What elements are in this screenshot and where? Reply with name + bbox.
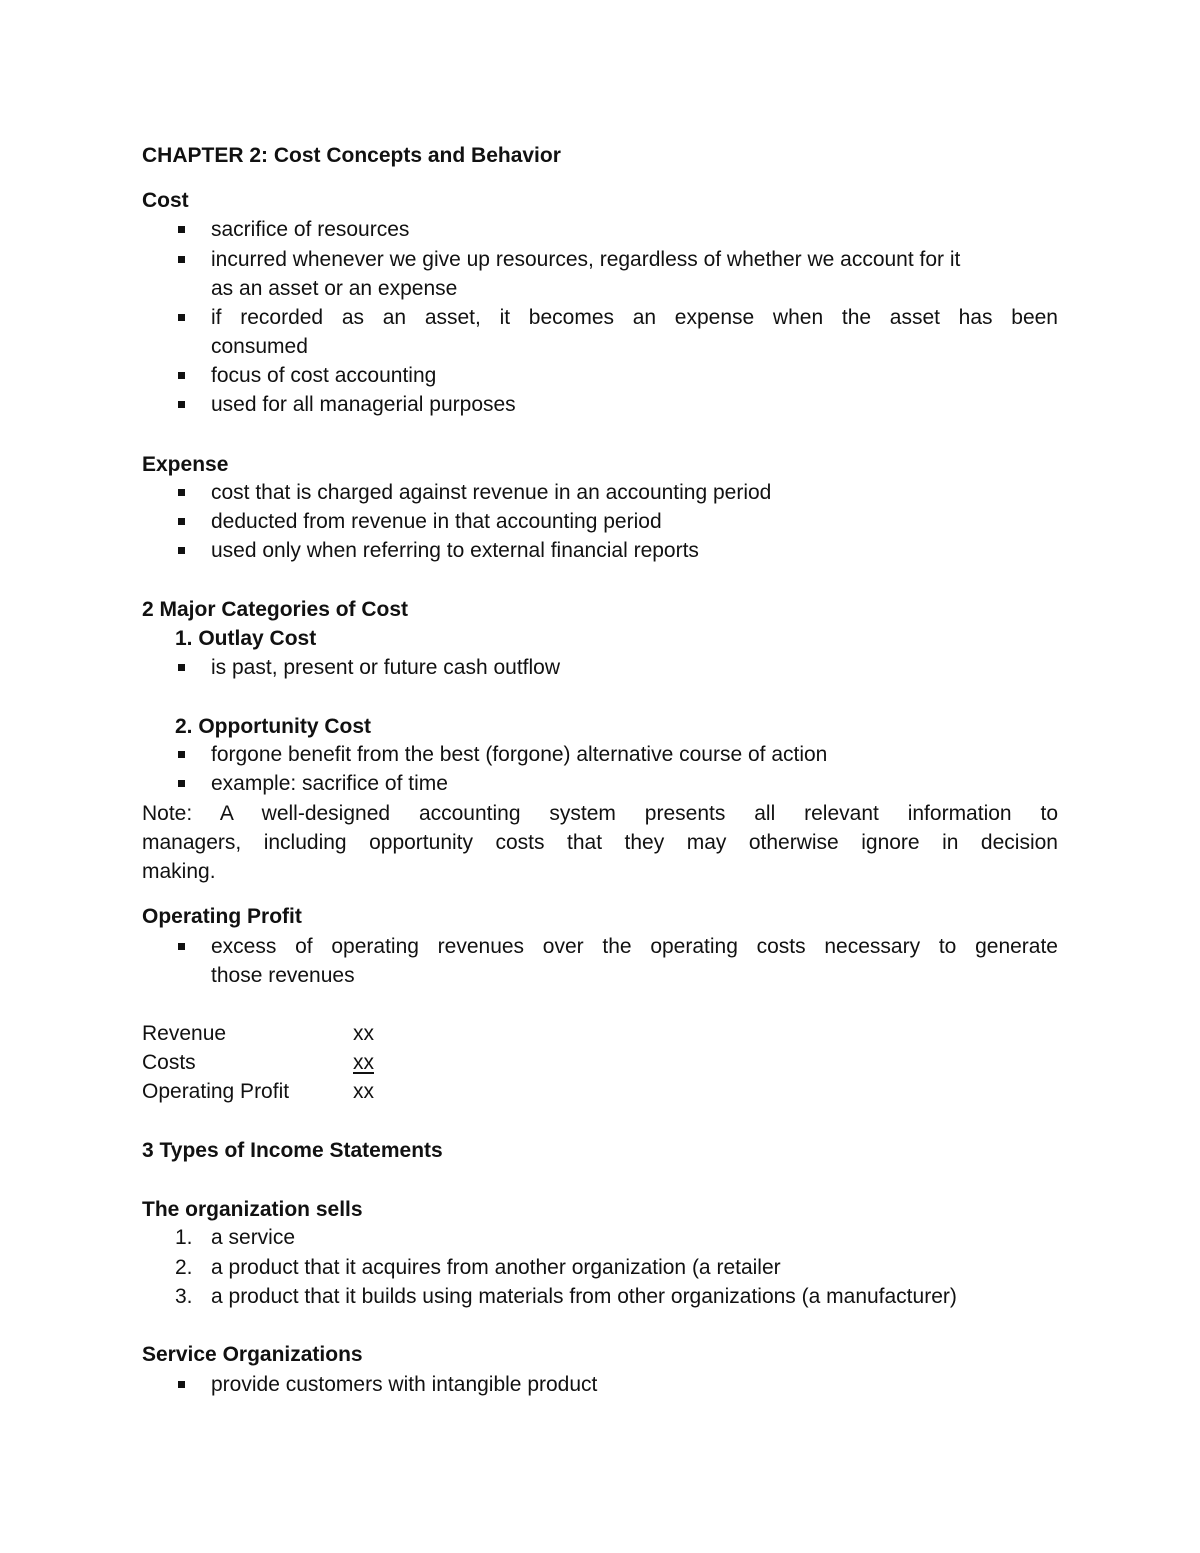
list-item: used for all managerial purposes	[211, 393, 516, 416]
sells-heading: The organization sells	[142, 1198, 363, 1221]
list-item: sacrifice of resources	[211, 218, 410, 241]
expense-heading: Expense	[142, 453, 229, 476]
list-number: 1.	[175, 1226, 193, 1249]
note-line: Note: A well-designed accounting system presents all relevant information to	[142, 802, 1058, 825]
table-label: Costs	[142, 1051, 196, 1074]
list-number: 3.	[175, 1285, 193, 1308]
bullet-icon	[178, 256, 185, 263]
operating-profit-heading: Operating Profit	[142, 905, 302, 928]
list-item: a product that it builds using materials from other organizations (a manufacturer)	[211, 1285, 957, 1308]
list-item: provide customers with intangible product	[211, 1373, 598, 1396]
bullet-icon	[178, 372, 185, 379]
bullet-icon	[178, 401, 185, 408]
list-item: example: sacrifice of time	[211, 772, 448, 795]
list-item: those revenues	[211, 964, 355, 987]
list-item: if recorded as an asset, it becomes an expense when the asset has been	[211, 306, 1058, 329]
outlay-cost-heading: 1. Outlay Cost	[175, 627, 317, 650]
service-organizations-heading: Service Organizations	[142, 1343, 363, 1366]
list-item: excess of operating revenues over the operating costs necessary to generate	[211, 935, 1058, 958]
bullet-icon	[178, 518, 185, 525]
bullet-icon	[178, 1381, 185, 1388]
bullet-icon	[178, 751, 185, 758]
list-item: forgone benefit from the best (forgone) alternative course of action	[211, 743, 828, 766]
categories-heading: 2 Major Categories of Cost	[142, 598, 409, 621]
cost-heading: Cost	[142, 189, 189, 212]
bullet-icon	[178, 489, 185, 496]
list-item: as an asset or an expense	[211, 277, 458, 300]
list-item: a service	[211, 1226, 296, 1249]
table-value: xx	[353, 1022, 374, 1045]
list-item: cost that is charged against revenue in an accounting period	[211, 481, 772, 504]
list-item: focus of cost accounting	[211, 364, 437, 387]
table-value: xx	[353, 1080, 374, 1103]
list-item: is past, present or future cash outflow	[211, 656, 561, 679]
note-line: managers, including opportunity costs that they may otherwise ignore in decision	[142, 831, 1058, 854]
page-title: CHAPTER 2: Cost Concepts and Behavior	[142, 144, 561, 167]
list-number: 2.	[175, 1256, 193, 1279]
bullet-icon	[178, 664, 185, 671]
bullet-icon	[178, 780, 185, 787]
bullet-icon	[178, 226, 185, 233]
list-item: a product that it acquires from another organization (a retailer	[211, 1256, 781, 1279]
income-statements-heading: 3 Types of Income Statements	[142, 1139, 443, 1162]
opportunity-cost-heading: 2. Opportunity Cost	[175, 715, 371, 738]
note-line: making.	[142, 860, 216, 883]
bullet-icon	[178, 314, 185, 321]
table-value: xx	[353, 1051, 374, 1074]
list-item: consumed	[211, 335, 308, 358]
table-label: Revenue	[142, 1022, 227, 1045]
list-item: incurred whenever we give up resources, regardless of whether we account for it	[211, 248, 961, 271]
bullet-icon	[178, 547, 185, 554]
bullet-icon	[178, 943, 185, 950]
list-item: deducted from revenue in that accounting period	[211, 510, 662, 533]
list-item: used only when referring to external financial reports	[211, 539, 699, 562]
table-label: Operating Profit	[142, 1080, 290, 1103]
